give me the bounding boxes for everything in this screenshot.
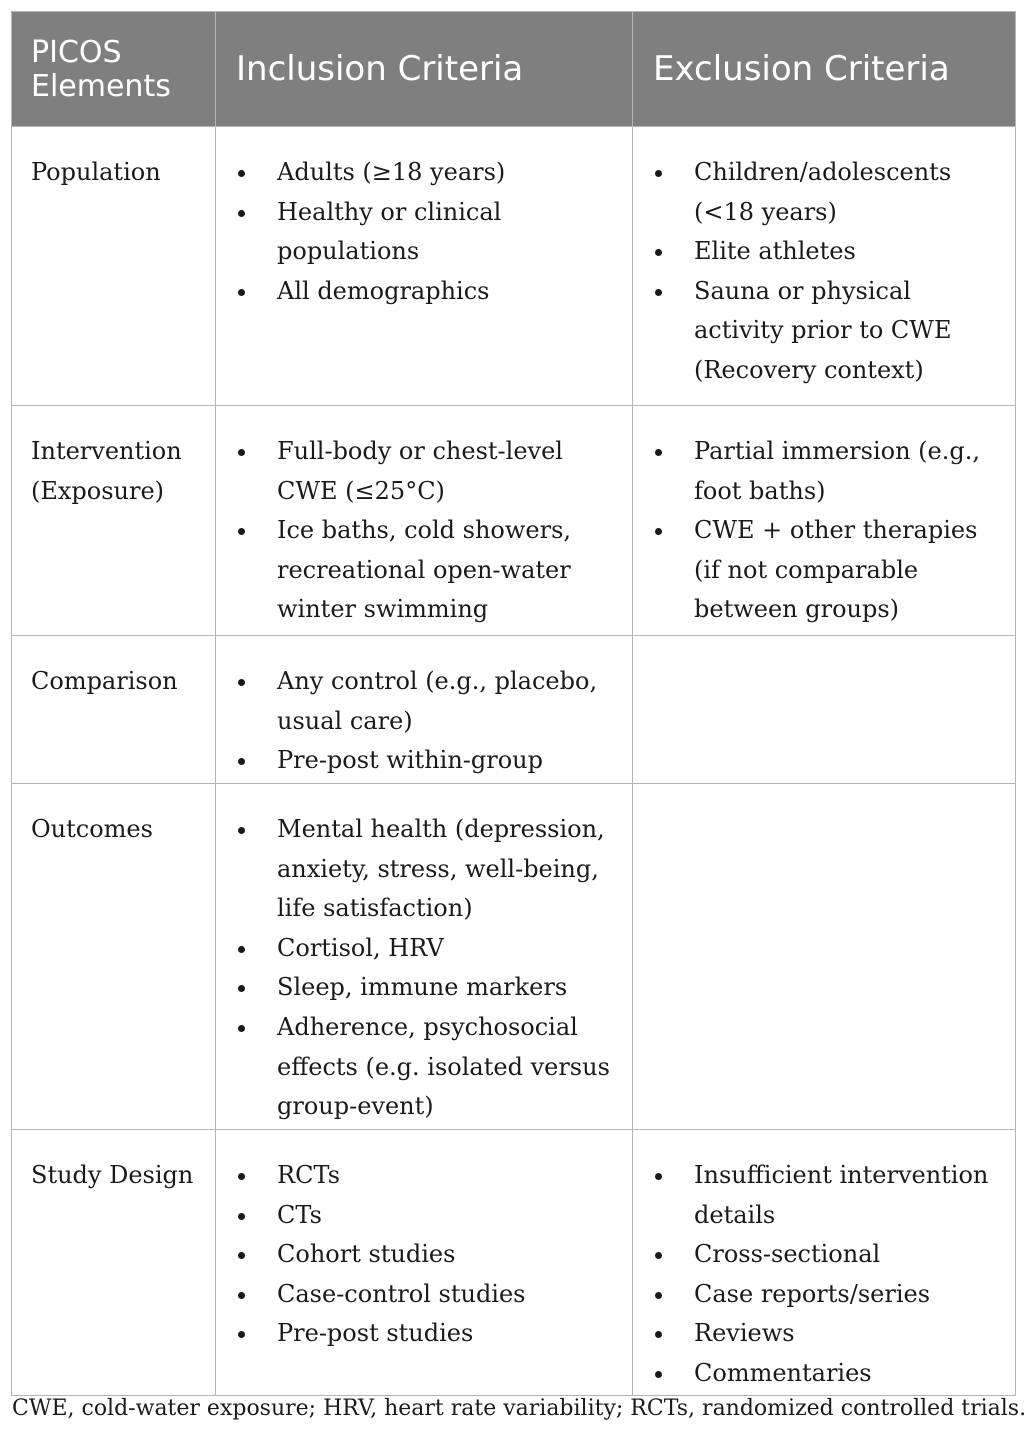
- exclusion-cell-population: [633, 127, 1016, 406]
- list-item-text: CWE + other therapies (if not comparable between groups): [694, 516, 978, 624]
- bullet-icon: [238, 170, 245, 177]
- list-item: [651, 272, 1007, 391]
- bullet-icon: [655, 1292, 662, 1299]
- bullet-icon: [655, 1331, 662, 1338]
- bullet-icon: [238, 679, 245, 686]
- list-item: [234, 929, 624, 969]
- bullet-icon: [238, 758, 245, 765]
- bullet-icon: [238, 528, 245, 535]
- bullet-icon: [238, 210, 245, 217]
- list-item: [234, 153, 624, 193]
- bullet-icon: [238, 1025, 245, 1032]
- inclusion-cell-intervention: [216, 406, 633, 636]
- list-item: [651, 1156, 1007, 1235]
- exclusion-list-population: [651, 153, 1007, 391]
- list-item-text: Full-body or chest-level CWE (≤25°C): [277, 437, 563, 505]
- list-item-text: Cortisol, HRV: [277, 933, 444, 962]
- header-picos-line1: PICOS: [31, 35, 122, 70]
- inclusion-cell-comparison: [216, 636, 633, 784]
- list-item-text: Sauna or physical activity prior to CWE (Recovery context): [694, 276, 952, 384]
- list-item: [234, 1196, 624, 1236]
- row-label-intervention-line2: (Exposure): [31, 476, 165, 505]
- list-item-text: Any control (e.g., placebo, usual care): [277, 667, 598, 735]
- list-item-text: Case-control studies: [277, 1279, 526, 1308]
- exclusion-cell-comparison: [633, 636, 1016, 784]
- bullet-icon: [655, 528, 662, 535]
- row-label-study-design: Study Design: [12, 1130, 216, 1396]
- list-item: [234, 1235, 624, 1275]
- list-item-text: Reviews: [694, 1319, 795, 1348]
- table-row-population: [12, 127, 1016, 406]
- list-item-text: Healthy or clinical populations: [277, 197, 502, 266]
- bullet-icon: [655, 449, 662, 456]
- bullet-icon: [655, 1252, 662, 1259]
- bullet-icon: [238, 946, 245, 953]
- bullet-icon: [238, 985, 245, 992]
- exclusion-cell-study-design: [633, 1130, 1016, 1396]
- row-label-intervention-line1: Intervention: [31, 437, 182, 465]
- list-item: [234, 511, 624, 630]
- inclusion-cell-population: [216, 127, 633, 406]
- list-item: [651, 1354, 1007, 1394]
- list-item: [651, 153, 1007, 232]
- exclusion-list-intervention: [651, 432, 1007, 630]
- list-item-text: Cohort studies: [277, 1240, 456, 1269]
- bullet-icon: [238, 1213, 245, 1220]
- header-inclusion-criteria: Inclusion Criteria: [216, 12, 633, 127]
- list-item: [234, 432, 624, 511]
- list-item: [651, 1314, 1007, 1354]
- table-row-outcomes: [12, 784, 1016, 1130]
- list-item-text: CTs: [277, 1200, 322, 1229]
- header-picos-elements: [12, 12, 216, 127]
- list-item-text: Case reports/series: [694, 1279, 931, 1308]
- inclusion-list-outcomes: [234, 810, 624, 1127]
- list-item: [651, 432, 1007, 511]
- list-item-text: Adults (≥18 years): [277, 158, 506, 186]
- bullet-icon: [238, 827, 245, 834]
- list-item: [234, 810, 624, 929]
- list-item: [651, 511, 1007, 630]
- inclusion-list-population: [234, 153, 624, 311]
- table-row-intervention: [12, 406, 1016, 636]
- list-item: [651, 1275, 1007, 1315]
- list-item-text: Mental health (depression, anxiety, stress, well-being, life satisfaction): [277, 815, 605, 923]
- list-item-text: Sleep, immune markers: [277, 973, 568, 1002]
- row-label-comparison: Comparison: [12, 636, 216, 784]
- bullet-icon: [238, 1331, 245, 1338]
- list-item: [234, 968, 624, 1008]
- list-item: [234, 1275, 624, 1315]
- list-item-text: Partial immersion (e.g., foot baths): [694, 437, 980, 505]
- list-item: [234, 741, 624, 781]
- header-row: [12, 12, 1016, 127]
- row-label-outcomes: Outcomes: [12, 784, 216, 1130]
- list-item: [234, 662, 624, 741]
- list-item-text: Ice baths, cold showers, recreational open-water winter swimming: [277, 516, 572, 624]
- table-header: [12, 12, 1016, 127]
- bullet-icon: [655, 1173, 662, 1180]
- table-row-study-design: [12, 1130, 1016, 1396]
- bullet-icon: [655, 170, 662, 177]
- list-item-text: Adherence, psychosocial effects (e.g. isolated versus group-event): [277, 1012, 610, 1121]
- list-item-text: Pre-post studies: [277, 1319, 474, 1348]
- exclusion-list-study-design: [651, 1156, 1007, 1394]
- exclusion-cell-outcomes: [633, 784, 1016, 1130]
- list-item: [651, 1235, 1007, 1275]
- list-item: [234, 1008, 624, 1127]
- list-item: [234, 272, 624, 312]
- bullet-icon: [238, 1173, 245, 1180]
- list-item-text: All demographics: [277, 276, 490, 305]
- inclusion-list-comparison: [234, 662, 624, 781]
- row-label-intervention: [12, 406, 216, 636]
- list-item-text: Cross-sectional: [694, 1240, 881, 1269]
- list-item: [234, 1314, 624, 1354]
- bullet-icon: [655, 249, 662, 256]
- picos-criteria-table: [11, 11, 1016, 1396]
- bullet-icon: [238, 1292, 245, 1299]
- table-body: [12, 127, 1016, 1396]
- list-item-text: Insufficient intervention details: [694, 1161, 989, 1229]
- list-item-text: Pre-post within-group: [277, 746, 544, 775]
- list-item-text: Elite athletes: [694, 237, 856, 266]
- inclusion-cell-outcomes: [216, 784, 633, 1130]
- bullet-icon: [655, 289, 662, 296]
- header-exclusion-criteria: Exclusion Criteria: [633, 12, 1016, 127]
- list-item: [234, 1156, 624, 1196]
- bullet-icon: [655, 1371, 662, 1378]
- inclusion-cell-study-design: [216, 1130, 633, 1396]
- table-row-comparison: [12, 636, 1016, 784]
- bullet-icon: [238, 449, 245, 456]
- list-item: [234, 193, 624, 272]
- header-picos-line2: Elements: [31, 69, 171, 104]
- bullet-icon: [238, 1252, 245, 1259]
- inclusion-list-intervention: [234, 432, 624, 630]
- list-item: [651, 232, 1007, 272]
- inclusion-list-study-design: [234, 1156, 624, 1354]
- row-label-population: Population: [12, 127, 216, 406]
- list-item-text: Children/adolescents (<18 years): [694, 158, 952, 226]
- list-item-text: RCTs: [277, 1161, 341, 1189]
- picos-table-container: [11, 11, 1015, 1396]
- table-footnote: CWE, cold-water exposure; HRV, heart rate variability; RCTs, randomized controlled trials.: [12, 1396, 1026, 1421]
- bullet-icon: [238, 289, 245, 296]
- list-item-text: Commentaries: [694, 1358, 872, 1387]
- exclusion-cell-intervention: [633, 406, 1016, 636]
